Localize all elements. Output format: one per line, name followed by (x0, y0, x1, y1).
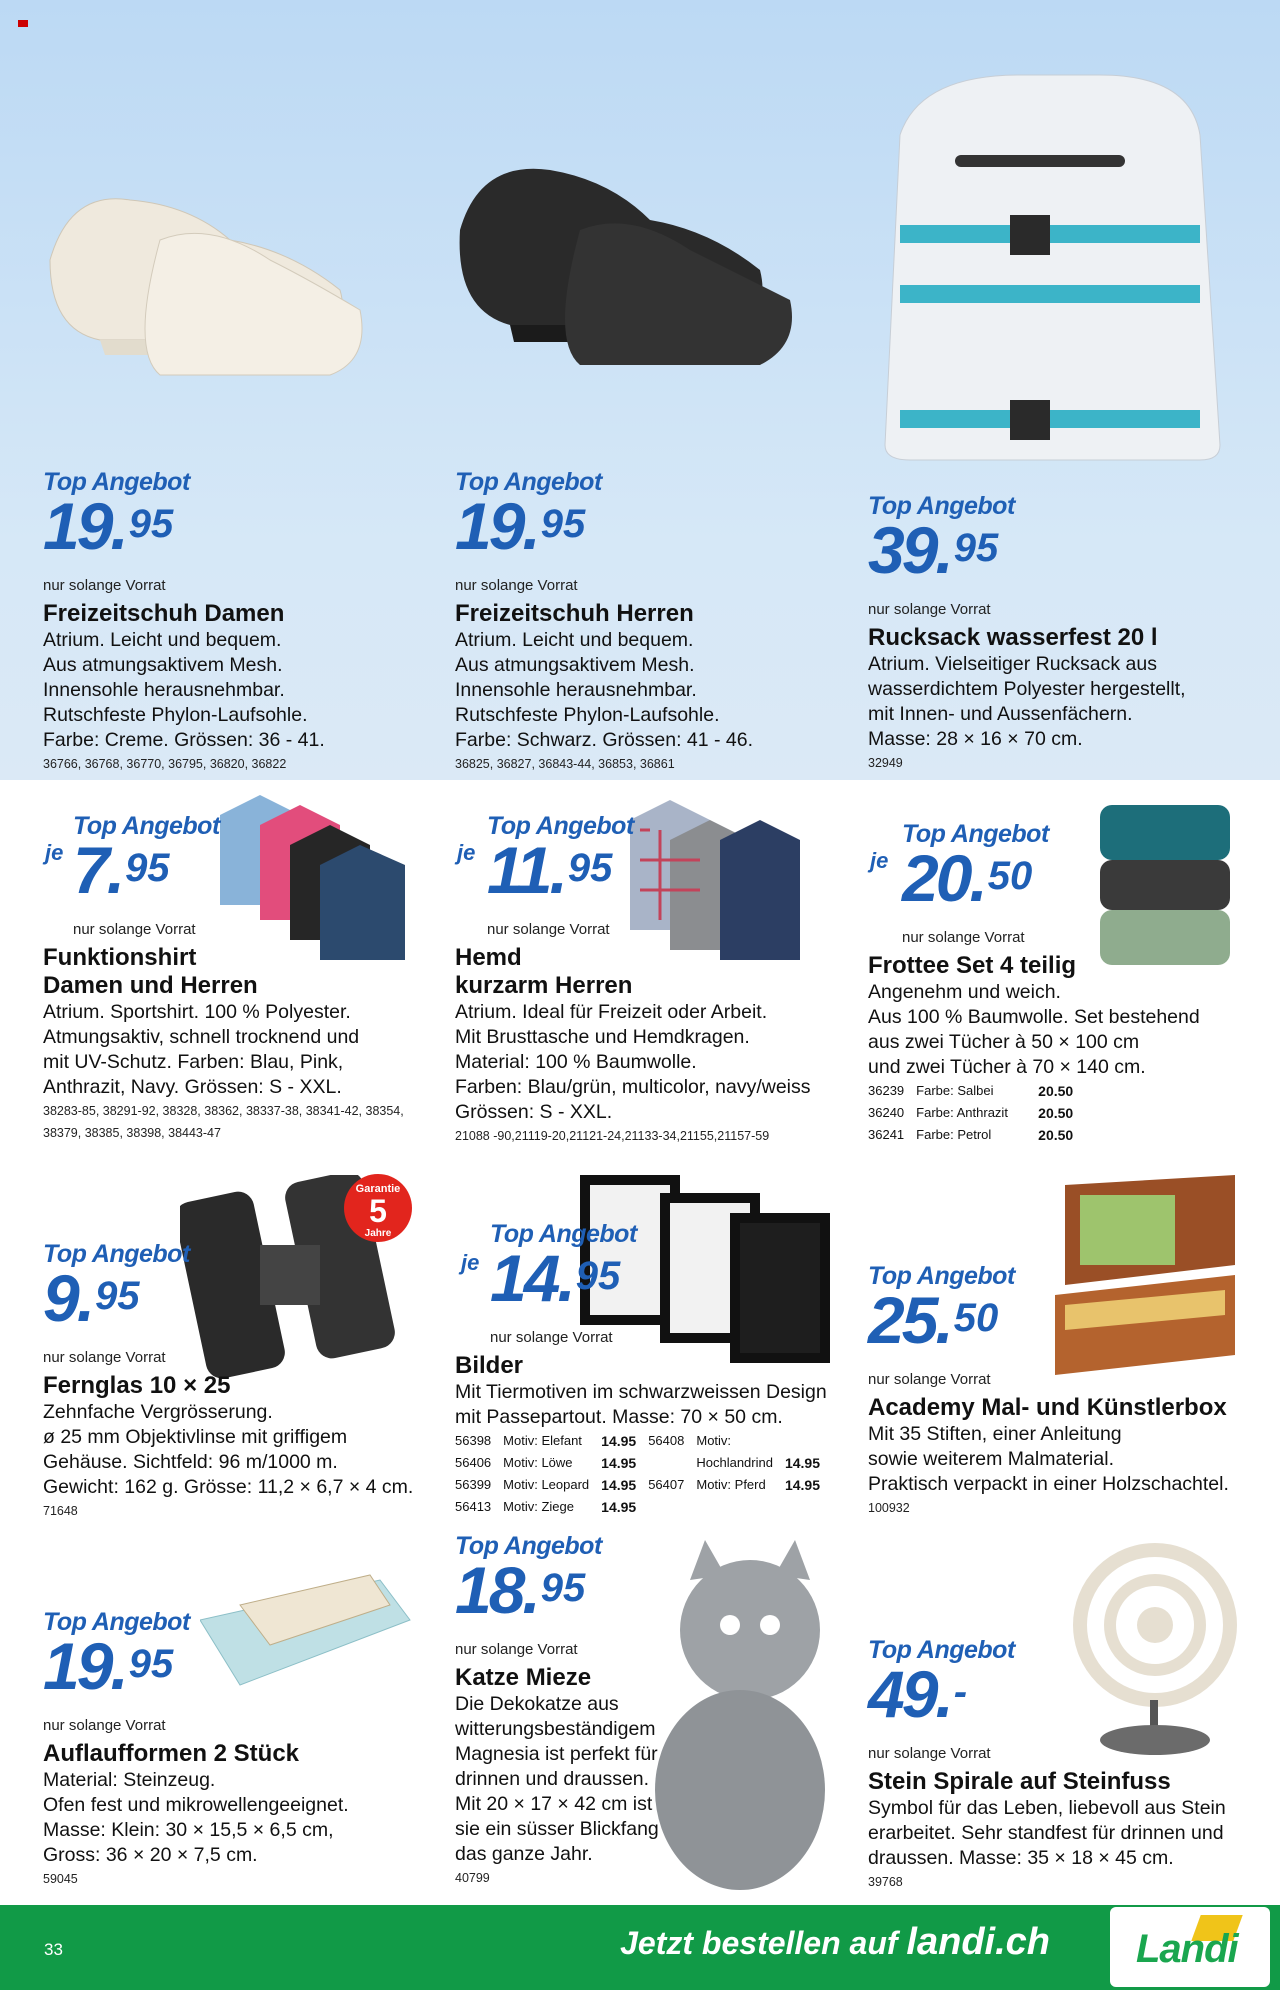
swiss-flag-icon (18, 20, 28, 27)
variant-row: 36240 Farbe: Anthrazit 20.50 (868, 1105, 1074, 1121)
je-label: je (45, 840, 64, 865)
top-angebot-badge: Top Angebot (868, 492, 1015, 520)
stock-note: nur solange Vorrat (490, 1329, 613, 1346)
cta-prefix: Jetzt bestellen auf (620, 1925, 898, 1961)
je-label: je (457, 840, 476, 865)
top-angebot-badge: Top Angebot (43, 1240, 190, 1268)
product-description: Symbol für das Leben, liebevoll aus Stein erarbeitet. Sehr standfest für drinnen und draussen. Masse: 35 × 18 × 45 cm. (868, 1797, 1226, 1869)
top-angebot-badge: Top Angebot (455, 468, 602, 496)
price: 9.95 (43, 1261, 140, 1335)
article-numbers: 36825, 36827, 36843-44, 36853, 36861 (455, 757, 675, 771)
price: 20.50 (902, 841, 1033, 915)
stock-note: nur solange Vorrat (868, 1745, 991, 1762)
price: 25.50 (868, 1283, 999, 1357)
men-shoe-image (440, 130, 830, 380)
women-shoe-image (40, 150, 420, 380)
price: 11.95 (487, 833, 613, 907)
top-angebot-badge: Top Angebot (73, 812, 220, 840)
variant-row: 36239 Farbe: Salbei 20.50 (868, 1083, 1074, 1099)
article-numbers: 32949 (868, 756, 903, 770)
guarantee-years-number: 5 (369, 1193, 387, 1229)
stock-note: nur solange Vorrat (455, 577, 578, 594)
article-numbers: 59045 (43, 1872, 78, 1886)
guarantee-bottom-text: Jahre (364, 1228, 392, 1239)
variant-row: 36241 Farbe: Petrol 20.50 (868, 1127, 1074, 1143)
product-title: Freizeitschuh Damen (43, 600, 285, 627)
offer-funktionshirt (43, 812, 443, 1144)
product-title: Freizeitschuh Herren (455, 600, 694, 627)
backpack-image (860, 55, 1240, 465)
stock-note: nur solange Vorrat (73, 921, 196, 938)
je-label: je (870, 848, 889, 873)
offer-rucksack (868, 492, 1268, 774)
price: 19.95 (43, 489, 174, 563)
cta-site-link[interactable]: landi.ch (906, 1921, 1050, 1963)
top-angebot-badge: Top Angebot (43, 1608, 190, 1636)
order-cta[interactable] (620, 1921, 1050, 1964)
offer-hemd (455, 812, 855, 1147)
price: 49.- (868, 1657, 968, 1731)
offer-frottee-set (868, 820, 1268, 1146)
article-numbers: 21088 -90,21119-20,21121-24,21133-34,21155,21157-59 (455, 1129, 770, 1143)
motif-row: 56398 Motiv: Elefant 14.95 56408 Motiv: (455, 1433, 732, 1449)
stock-note: nur solange Vorrat (43, 1717, 166, 1734)
stock-note: nur solange Vorrat (868, 601, 991, 618)
product-description: Zehnfache Vergrösserung. ø 25 mm Objektivlinse mit griffigem Gehäuse. Sichtfeld: 96 m/1000 m. Gewicht: 162 g. Grösse: 11,2 × 6,7 × 4 cm. (43, 1401, 414, 1498)
product-title: Auflaufformen 2 Stück (43, 1740, 300, 1767)
product-description: Material: Steinzeug. Ofen fest und mikrowellengeeignet. Masse: Klein: 30 × 15,5 × 6,5 cm, Gross: 36 × 20 × 7,5 cm. (43, 1769, 349, 1866)
product-title: Frottee Set 4 teilig (868, 952, 1077, 979)
offer-fernglas (43, 1240, 443, 1522)
variant-table (868, 1080, 1085, 1146)
stock-note: nur solange Vorrat (43, 577, 166, 594)
product-description: Atrium. Sportshirt. 100 % Polyester. Atmungsaktiv, schnell trocknend und mit UV-Schutz. Farben: Blau, Pink, Anthrazit, Navy. Grössen: S - XXL. (43, 1001, 360, 1098)
offer-kuenstlerbox (868, 1262, 1268, 1519)
offer-stein-spirale (868, 1636, 1268, 1893)
stock-note: nur solange Vorrat (487, 921, 610, 938)
motif-row: 56413 Motiv: Ziege 14.95 (455, 1499, 637, 1515)
product-title: Academy Mal- und Künstlerbox (868, 1394, 1227, 1421)
offer-auflaufformen (43, 1608, 443, 1890)
product-description: Mit Tiermotiven im schwarzweissen Design mit Passepartout. Masse: 70 × 50 cm. (455, 1381, 827, 1428)
price: 7.95 (73, 833, 170, 907)
offer-freizeitschuh-damen (43, 468, 443, 775)
motif-row: 56406 Motiv: Löwe 14.95 Hochlandrind 14.95 (455, 1455, 821, 1471)
top-angebot-badge: Top Angebot (490, 1220, 637, 1248)
motif-row: 56399 Motiv: Leopard 14.95 56407 Motiv: Pferd 14.95 (455, 1477, 821, 1493)
product-description: Atrium. Leicht und bequem. Aus atmungsaktivem Mesh. Innensohle herausnehmbar. Rutschfeste Phylon-Laufsohle. Farbe: Creme. Grössen: 36 - 41. (43, 629, 325, 751)
top-angebot-badge: Top Angebot (487, 812, 634, 840)
price: 14.95 (490, 1241, 621, 1315)
product-description: Atrium. Leicht und bequem. Aus atmungsaktivem Mesh. Innensohle herausnehmbar. Rutschfeste Phylon-Laufsohle. Farbe: Schwarz. Grössen: 41 - 46. (455, 629, 754, 751)
motif-table (455, 1430, 832, 1518)
price: 19.95 (455, 489, 586, 563)
article-numbers: 38283-85, 38291-92, 38328, 38362, 38337-38, 38341-42, 38354, 38379, 38385, 38398, 38443-47 (43, 1104, 404, 1140)
article-numbers: 100932 (868, 1501, 910, 1515)
product-title: Stein Spirale auf Steinfuss (868, 1768, 1171, 1795)
top-angebot-badge: Top Angebot (455, 1532, 602, 1560)
stock-note: nur solange Vorrat (902, 929, 1025, 946)
product-title: Katze Mieze (455, 1664, 592, 1691)
product-description: Mit 35 Stiften, einer Anleitung sowie weiterem Malmaterial. Praktisch verpackt in einer Holzschachtel. (868, 1423, 1229, 1495)
product-title: Funktionshirt Damen und Herren (43, 944, 258, 999)
stock-note: nur solange Vorrat (43, 1349, 166, 1366)
article-numbers: 36766, 36768, 36770, 36795, 36820, 36822 (43, 757, 287, 771)
product-description: Atrium. Vielseitiger Rucksack aus wasserdichtem Polyester hergestellt, mit Innen- und Aussenfächern. Masse: 28 × 16 × 70 cm. (868, 653, 1186, 750)
stock-note: nur solange Vorrat (455, 1641, 578, 1658)
article-numbers: 40799 (455, 1871, 490, 1885)
top-angebot-badge: Top Angebot (43, 468, 190, 496)
stock-note: nur solange Vorrat (868, 1371, 991, 1388)
top-angebot-badge: Top Angebot (902, 820, 1049, 848)
product-title: Bilder (455, 1352, 524, 1379)
product-title: Rucksack wasserfest 20 l (868, 624, 1158, 651)
offer-freizeitschuh-herren (455, 468, 855, 775)
price: 19.95 (43, 1629, 174, 1703)
product-description: Die Dekokatze aus witterungsbeständigem Magnesia ist perfekt für drinnen und draussen. Mit 20 × 17 × 42 cm ist sie ein süsser Blickfang das ganze Jahr. (455, 1693, 659, 1865)
product-title: Hemd kurzarm Herren (455, 944, 633, 999)
page-number: 33 (44, 1940, 63, 1959)
offer-katze-mieze (455, 1532, 685, 1889)
logo-wordmark: Landi (1136, 1927, 1238, 1971)
landi-logo (1110, 1907, 1270, 1987)
je-label: je (461, 1250, 480, 1275)
price: 18.95 (455, 1553, 586, 1627)
article-numbers: 39768 (868, 1875, 903, 1889)
offer-bilder (455, 1220, 855, 1518)
article-numbers: 71648 (43, 1504, 78, 1518)
product-title: Fernglas 10 × 25 (43, 1372, 231, 1399)
top-angebot-badge: Top Angebot (868, 1262, 1015, 1290)
price: 39.95 (868, 513, 999, 587)
guarantee-top-text: Garantie (355, 1183, 401, 1195)
guarantee-badge (342, 1172, 414, 1244)
product-description: Angenehm und weich. Aus 100 % Baumwolle. Set bestehend aus zwei Tücher à 50 × 100 cm und zwei Tücher à 70 × 140 cm. (868, 981, 1200, 1078)
product-description: Atrium. Ideal für Freizeit oder Arbeit. Mit Brusttasche und Hemdkragen. Material: 100 % Baumwolle. Farben: Blau/grün, multicolor, navy/weiss Grössen: S - XXL. (455, 1001, 811, 1123)
top-angebot-badge: Top Angebot (868, 1636, 1015, 1664)
